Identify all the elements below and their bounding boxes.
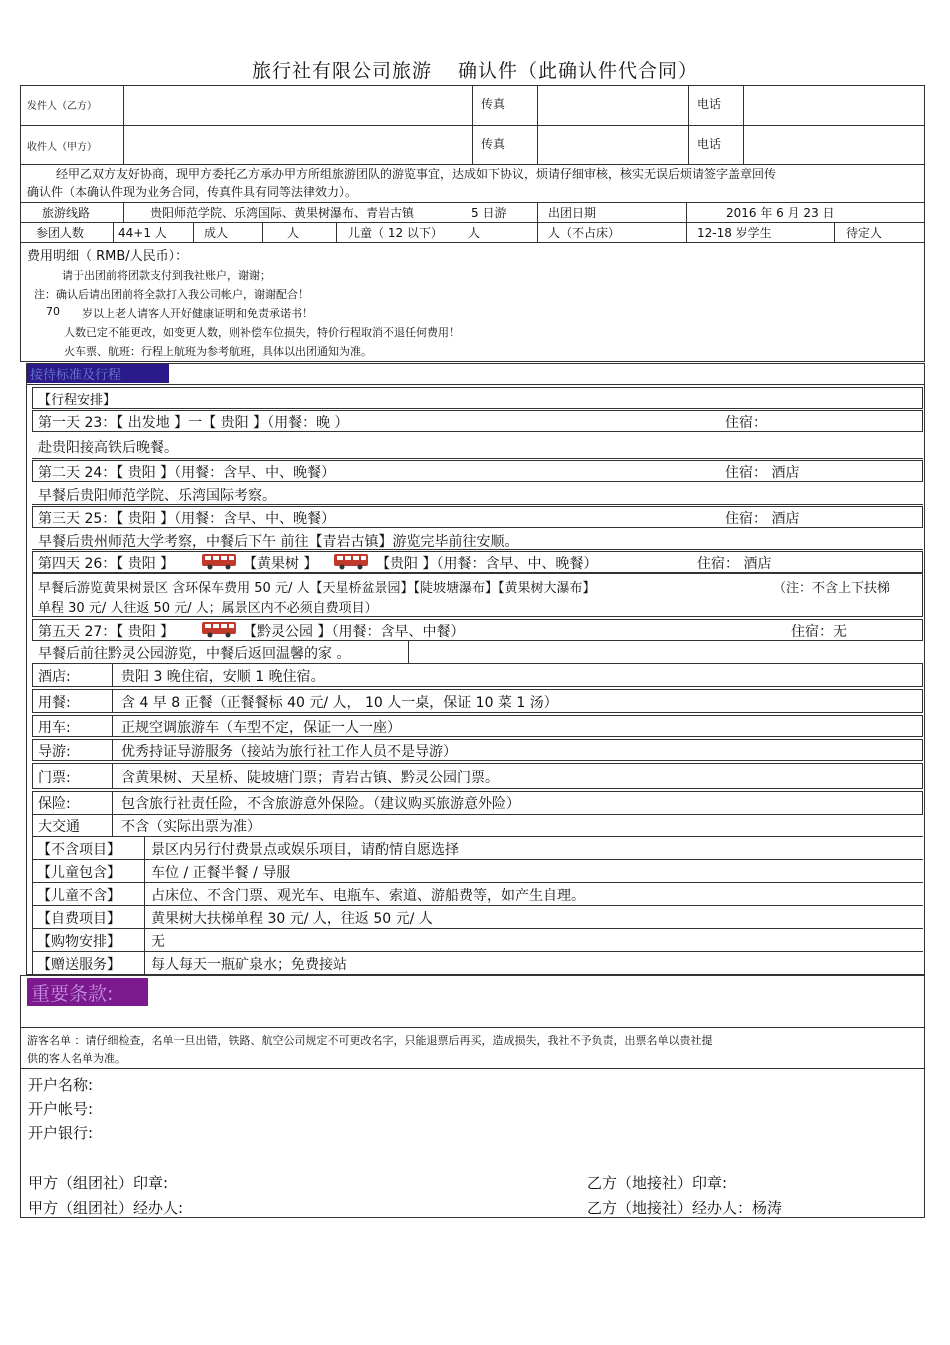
service-hotel-label: 酒店: [38, 669, 71, 685]
day2-stay: 住宿： 酒店 [725, 465, 800, 481]
terms-header: 重要条款: [27, 978, 148, 1006]
extra-selfpay-value: 黄果树大扶梯单程 30 元/ 人，往返 50 元/ 人 [151, 911, 433, 927]
day1-desc: 赴贵阳接高铁后晚餐。 [38, 440, 178, 456]
receiver-label: 收件人（甲方） [27, 142, 97, 153]
day4-desc1: 早餐后游览黄果树景区 含环保车费用 50 元/ 人【天星桥盆景园】【陡坡塘瀑布】【黄果树大瀑布】 [38, 581, 596, 596]
service-meal-label: 用餐: [38, 695, 71, 711]
service-car-value: 正规空调旅游车（车型不定，保证一人一座） [121, 720, 401, 736]
schedule-label: 【行程安排】 [38, 393, 117, 408]
people-no-bed: 人（不占床） [548, 226, 621, 240]
people-count: 44+1 人 [118, 226, 167, 240]
service-ticket-label: 门票: [38, 770, 71, 786]
extra-child-exc-value: 占床位、不含门票、观光车、电瓶车、索道、游船费等，如产生自理。 [151, 888, 585, 904]
day3-stay: 住宿： 酒店 [725, 511, 800, 527]
people-adult: 成人 [204, 226, 229, 240]
extra-excluded-value: 景区内另行付费景点或娱乐项目，请酌情自愿选择 [151, 842, 459, 858]
people-unit: 人 [287, 226, 300, 240]
fax-label-1: 传真 [481, 97, 506, 111]
people-child-unit: 人 [468, 226, 481, 240]
day5-stay: 住宿：无 [791, 624, 847, 640]
fees-line1: 请于出团前将团款支付到我社账户，谢谢； [62, 269, 271, 282]
day4-stay: 住宿： 酒店 [697, 556, 772, 572]
extra-child-exc-label: 【儿童不含】 [37, 888, 121, 904]
party-b-seal: 乙方（地接社）印章: [587, 1174, 728, 1192]
title-part2: 确认件（此确认件代合同） [458, 60, 699, 82]
fees-line3: 岁以上老人请客人开好健康证明和免责承诺书！ [82, 307, 313, 320]
intro-line1: 经甲乙双方友好协商，现甲方委托乙方承办甲方所组旅游团队的游览事宜，达成如下协议，烦请仔细审核，核实无误后烦请签字盖章回传 [56, 167, 777, 181]
fees-line5: 火车票、航班：行程上航班为参考航班，具体以出团通知为准。 [64, 345, 372, 358]
party-b-agent: 乙方（地接社）经办人：杨涛 [587, 1199, 783, 1217]
day1-head: 第一天 23：【 出发地 】一【 贵阳 】（用餐：晚 ） [38, 415, 349, 431]
fees-line4: 人数已定不能更改，如变更人数，则补偿车位损失，特价行程取消不退任何费用！ [64, 326, 460, 339]
service-insurance-label: 保险: [38, 796, 71, 812]
terms-line2: 供的客人名单为准。 [27, 1052, 126, 1065]
fees-line2: 注：确认后请出团前将全款打入我公司帐户，谢谢配合！ [34, 288, 309, 301]
extra-gift-value: 每人每天一瓶矿泉水；免费接站 [151, 957, 347, 973]
service-car-label: 用车: [38, 720, 71, 736]
day4-head-b: 【黄果树 】 [243, 556, 318, 572]
title-part1: 旅行社有限公司旅游 [251, 60, 432, 82]
service-guide-label: 导游: [38, 744, 71, 760]
terms-line1: 游客名单 ：请仔细检查，名单一旦出错，铁路、航空公司规定不可更改名字，只能退票后再买，造成损失，我社不予负责，出票名单以贵社提 [27, 1034, 713, 1047]
itinerary-header: 接待标准及行程 [27, 364, 169, 383]
day5-head-b: 【黔灵公园 】（用餐：含早、中餐） [243, 624, 465, 640]
people-label: 参团人数 [36, 226, 85, 240]
route-label: 旅游线路 [42, 206, 91, 220]
day3-desc: 早餐后贵州师范大学考察，中餐后下午 前往【青岩古镇】游览完毕前往安顺。 [38, 534, 519, 550]
sender-label: 发件人（乙方） [27, 101, 97, 112]
bus-icon [201, 552, 237, 570]
fees-age: 70 [46, 305, 60, 318]
day3-head: 第三天 25：【 贵阳 】（用餐：含早、中、晚餐） [38, 511, 336, 527]
day2-head: 第二天 24：【 贵阳 】（用餐：含早、中、晚餐） [38, 465, 336, 481]
route-days: 5 日游 [471, 206, 507, 220]
extra-shopping-label: 【购物安排】 [37, 934, 121, 950]
route-date-value: 2016 年 6 月 23 日 [726, 206, 835, 220]
day1-stay: 住宿： [725, 415, 767, 431]
day4-head-c: 【贵阳 】（用餐：含早、中、晚餐） [376, 556, 598, 572]
route-value: 贵阳师范学院、乐湾国际、黄果树瀑布、青岩古镇 [150, 206, 415, 220]
extra-selfpay-label: 【自费项目】 [37, 911, 121, 927]
fees-title: 费用明细（ RMB/人民币）： [27, 249, 189, 264]
day5-head-a: 第五天 27：【 贵阳 】 [38, 624, 175, 640]
service-transport-value: 不含（实际出票为准） [121, 819, 261, 835]
day4-head-a: 第四天 26：【 贵阳 】 [38, 556, 175, 572]
fax-label-2: 传真 [481, 137, 506, 151]
bus-icon [333, 552, 369, 570]
bank-account-label: 开户帐号: [28, 1100, 94, 1118]
day4-desc1b: （注：不含上下扶梯 [773, 581, 891, 596]
day4-desc2: 单程 30 元/ 人往返 50 元/ 人；属景区内不必须自费项目） [38, 601, 378, 616]
extra-excluded-label: 【不含项目】 [37, 842, 121, 858]
bank-bank-label: 开户银行: [28, 1124, 94, 1142]
extra-child-inc-value: 车位 / 正餐半餐 / 导服 [151, 865, 291, 881]
service-transport-label: 大交通 [38, 819, 80, 835]
service-ticket-value: 含黄果树、天星桥、陡坡塘门票；青岩古镇、黔灵公园门票。 [121, 770, 499, 786]
party-a-seal: 甲方（组团社）印章: [28, 1174, 169, 1192]
service-hotel-value: 贵阳 3 晚住宿，安顺 1 晚住宿。 [121, 669, 325, 685]
bank-name-label: 开户名称: [28, 1076, 94, 1094]
people-student: 12-18 岁学生 [697, 226, 772, 240]
day5-desc: 早餐后前往黔灵公园游览，中餐后返回温馨的家 。 [38, 646, 351, 662]
extra-shopping-value: 无 [151, 934, 165, 950]
phone-label-1: 电话 [697, 97, 722, 111]
phone-label-2: 电话 [697, 137, 722, 151]
day2-desc: 早餐后贵阳师范学院、乐湾国际考察。 [38, 488, 276, 504]
extra-gift-label: 【赠送服务】 [37, 957, 121, 973]
people-pending: 待定人 [846, 226, 883, 240]
document-title [0, 56, 950, 83]
people-child: 儿童（ 12 以下） [348, 226, 443, 240]
service-insurance-value: 包含旅行社责任险，不含旅游意外保险。（建议购买旅游意外险） [121, 796, 520, 812]
intro-line2: 确认件（本确认件现为业务合同，传真件具有同等法律效力）。 [27, 185, 358, 199]
extra-child-inc-label: 【儿童包含】 [37, 865, 121, 881]
service-guide-value: 优秀持证导游服务（接站为旅行社工作人员不是导游） [121, 744, 457, 760]
route-date-label: 出团日期 [548, 206, 597, 220]
service-meal-value: 含 4 早 8 正餐（正餐餐标 40 元/ 人， 10 人一桌，保证 10 菜 1 汤） [121, 695, 558, 711]
party-a-agent: 甲方（组团社）经办人: [28, 1199, 184, 1217]
bus-icon [201, 620, 237, 638]
